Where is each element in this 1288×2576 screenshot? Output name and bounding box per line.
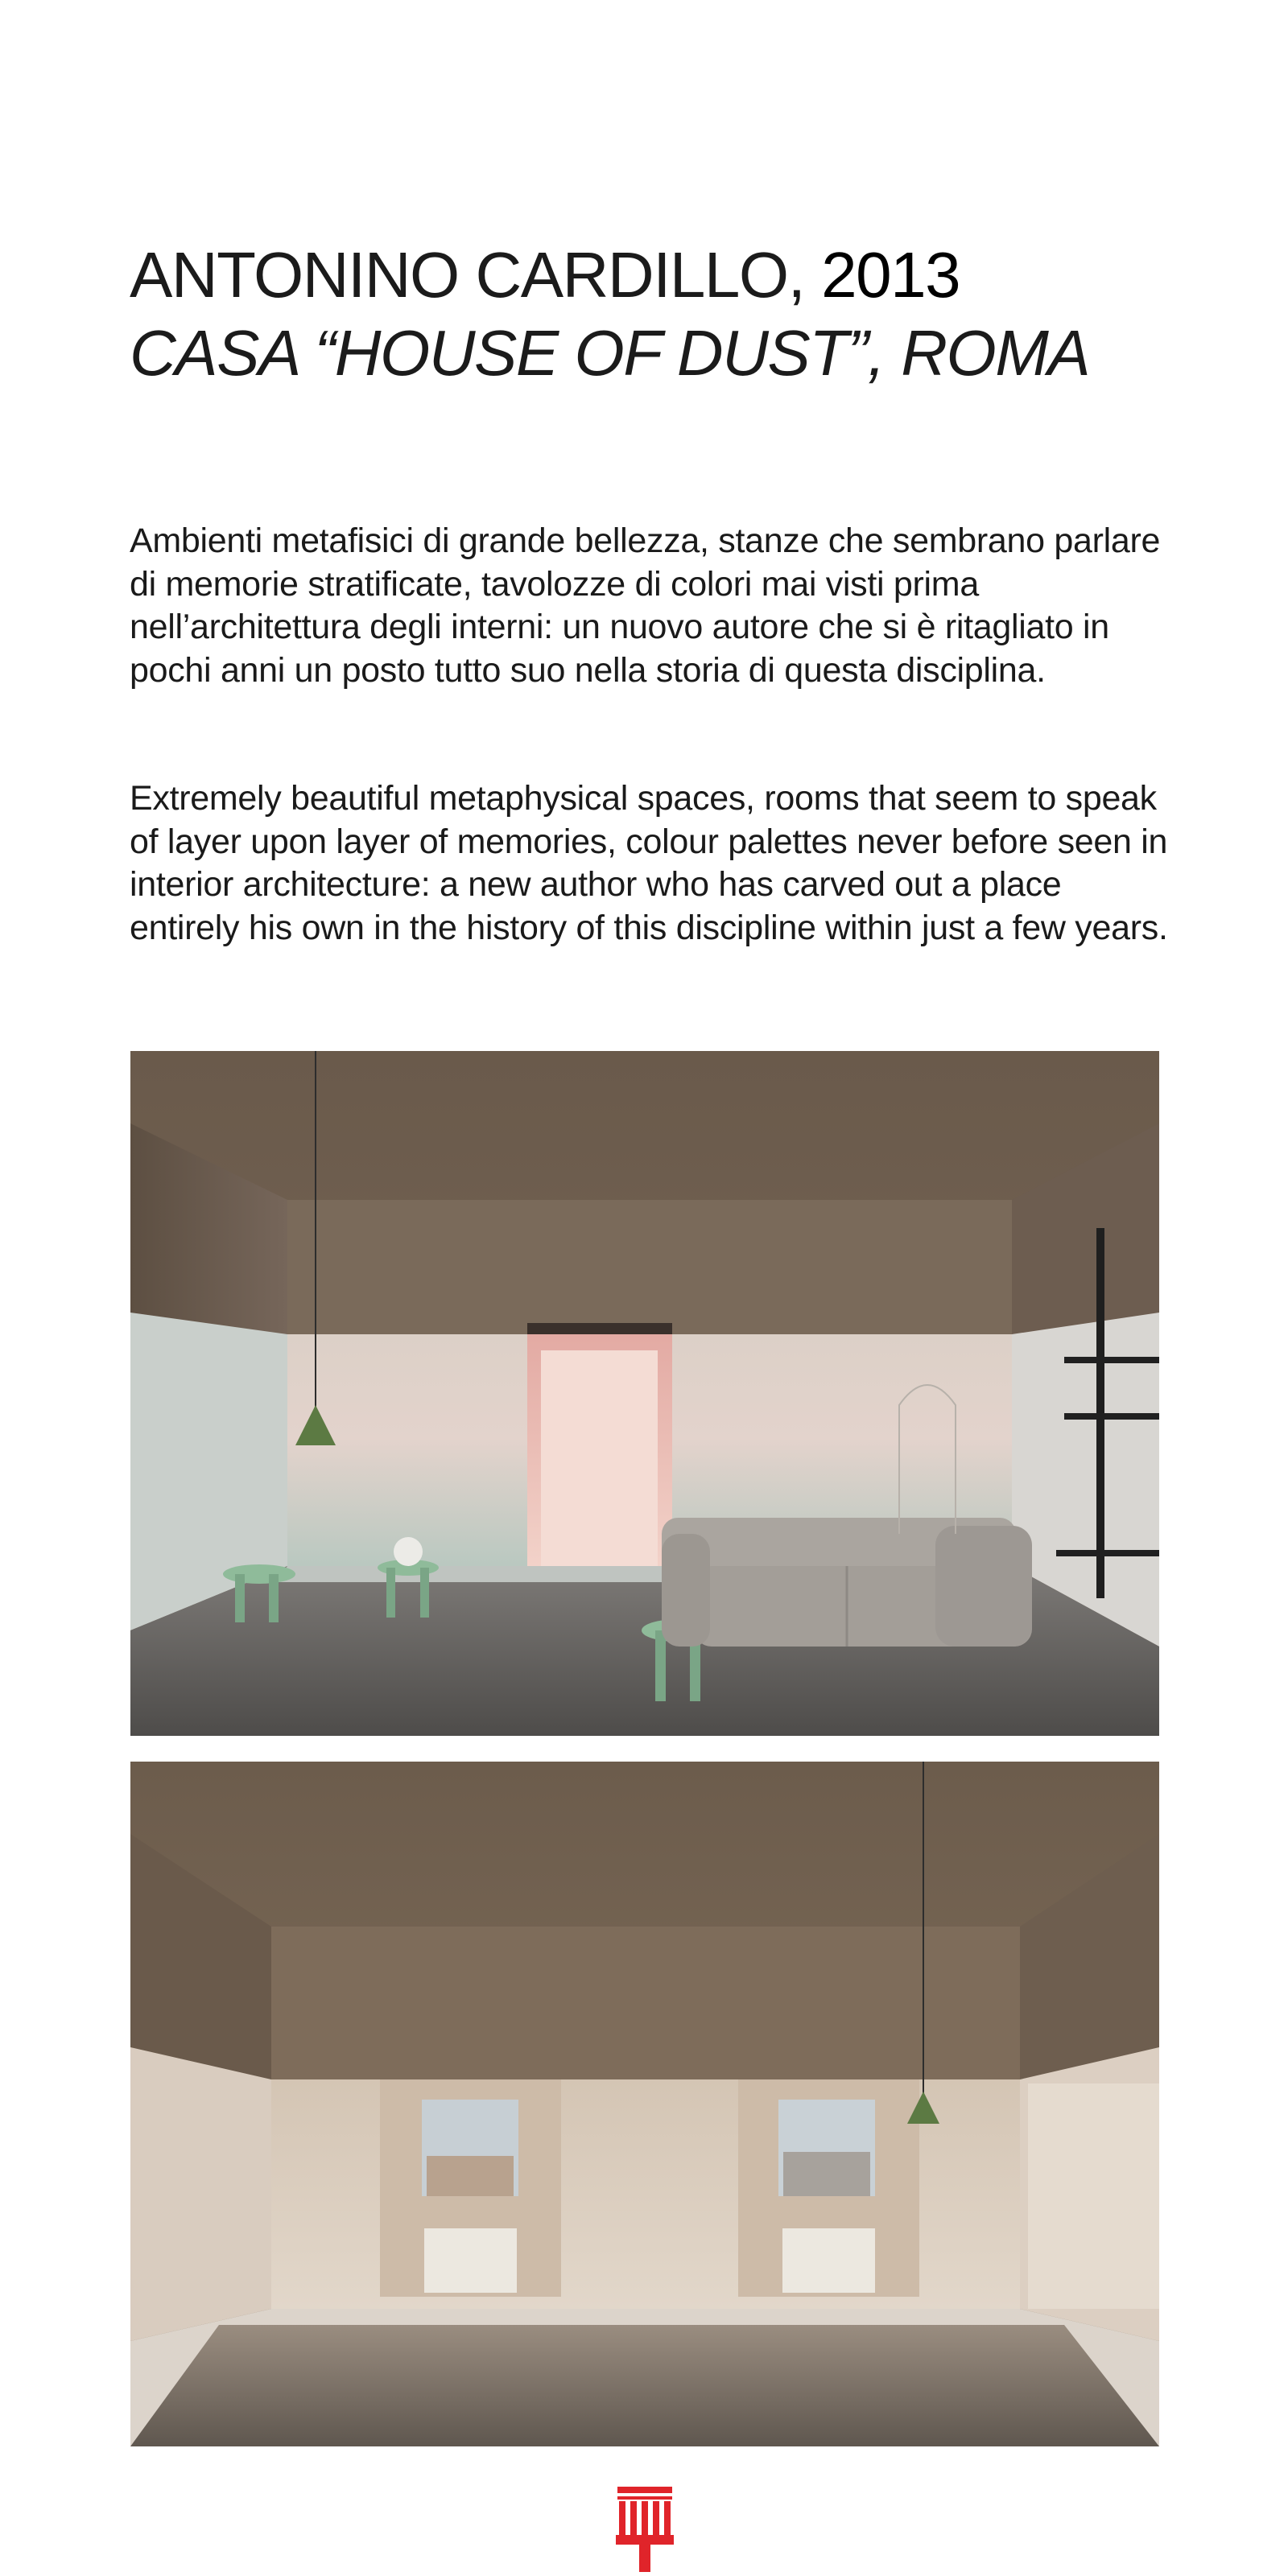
- logo-icon: [616, 2487, 674, 2572]
- title-author-line: [130, 237, 1176, 314]
- title-block: [130, 237, 1176, 393]
- year: 2013: [821, 239, 960, 311]
- author-name: ANTONINO CARDILLO,: [130, 239, 805, 311]
- living-room-photo: [130, 1051, 1159, 1736]
- project-title: CASA “HOUSE OF DUST”, ROMA: [130, 317, 1090, 389]
- italian-paragraph: Ambienti metafisici di grande bellezza, stanze che sembrano parlare di memorie stratificate, tavolozze di colori mai visti prima nell’architettura degli interni: un nuovo autore che si è ritagliato in pochi anni un posto tutto suo nella storia di questa disciplina.: [130, 521, 1161, 690]
- window-room-photo: [130, 1762, 1159, 2446]
- english-paragraph: Extremely beautiful metaphysical spaces, rooms that seem to speak of layer upon layer of memories, colour palettes never before seen in interior architecture: a new author who has carved out a place entirely his own in the history of this discipline within just a few years.: [130, 779, 1168, 947]
